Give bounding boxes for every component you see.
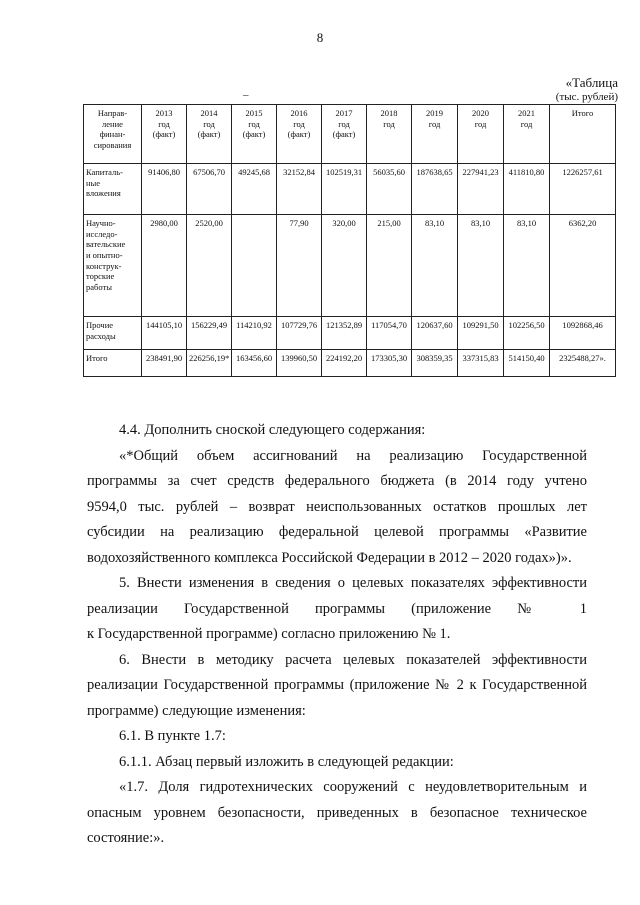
header-cell: Направ- ление финан- сирования — [84, 105, 142, 164]
table-cell: 227941,23 — [458, 164, 504, 215]
table-cell: 320,00 — [322, 215, 367, 317]
table-cell: 117054,70 — [367, 317, 412, 350]
table-cell: 91406,80 — [142, 164, 187, 215]
dash-mark: – — [243, 89, 249, 101]
text-line: программы за счет средств федерального бюджета (в 2014 году учтено — [87, 473, 587, 489]
table-cell: 6362,20 — [550, 215, 616, 317]
table-cell: 114210,92 — [232, 317, 277, 350]
header-cell: 2019 год — [412, 105, 458, 164]
table-cell: 514150,40 — [504, 350, 550, 377]
paragraph-1-7 — [87, 775, 587, 852]
table-cell: 121352,89 — [322, 317, 367, 350]
text-line: «1.7. Доля гидротехнических сооружений с неудовлетворительным и — [119, 779, 587, 795]
table-cell: 83,10 — [412, 215, 458, 317]
table-cell: 67506,70 — [187, 164, 232, 215]
table-cell: 2980,00 — [142, 215, 187, 317]
text-line: программе) следующие изменения: — [87, 702, 306, 719]
row-label: Прочие расходы — [84, 317, 142, 350]
text-line: водохозяйственного комплекса Российской Федерации в 2012 – 2020 годах»)». — [87, 549, 572, 566]
budget-table — [83, 104, 616, 377]
table-cell: 107729,76 — [277, 317, 322, 350]
table-cell: 83,10 — [458, 215, 504, 317]
header-cell: 2018 год — [367, 105, 412, 164]
table-cell: 139960,50 — [277, 350, 322, 377]
table-row — [84, 317, 616, 350]
header-cell: 2021 год — [504, 105, 550, 164]
table-cell: 83,10 — [504, 215, 550, 317]
table-cell: 215,00 — [367, 215, 412, 317]
text-line: «*Общий объем ассигнований на реализацию Государственной — [119, 447, 587, 464]
table-cell: 102256,50 — [504, 317, 550, 350]
row-label: Научно- исследо- вательские и опытно- конструк- торские работы — [84, 215, 142, 317]
paragraph-6-1: 6.1. В пункте 1.7: — [119, 728, 226, 744]
table-row — [84, 215, 616, 317]
header-cell: 2017 год (факт) — [322, 105, 367, 164]
table-cell: 411810,80 — [504, 164, 550, 215]
table-cell: 49245,68 — [232, 164, 277, 215]
paragraph-5 — [87, 571, 587, 648]
table-cell: 226256,19* — [187, 350, 232, 377]
paragraph-6 — [87, 648, 587, 725]
table-header-row — [84, 105, 616, 164]
table-cell: 238491,90 — [142, 350, 187, 377]
paragraph-6-1-1: 6.1.1. Абзац первый изложить в следующей редакции: — [119, 753, 454, 770]
paragraph-4-4: 4.4. Дополнить сноской следующего содержания: — [119, 422, 426, 438]
row-label: Итого — [84, 350, 142, 377]
table-cell: 1092868,46 — [550, 317, 616, 350]
table-cell: 56035,60 — [367, 164, 412, 215]
table-row — [84, 164, 616, 215]
table-cell: 187638,65 — [412, 164, 458, 215]
text-line: состояние:». — [87, 830, 165, 846]
header-cell: 2014 год (факт) — [187, 105, 232, 164]
table-cell: 32152,84 — [277, 164, 322, 215]
table-cell: 109291,50 — [458, 317, 504, 350]
header-cell: 2015 год (факт) — [232, 105, 277, 164]
table-cell: 2520,00 — [187, 215, 232, 317]
table-cell: 337315,83 — [458, 350, 504, 377]
header-cell: Итого — [550, 105, 616, 164]
table-cell: 308359,35 — [412, 350, 458, 377]
text-line: субсидии на реализацию федеральной целевой программы «Развитие — [87, 524, 587, 540]
table-cell: 102519,31 — [322, 164, 367, 215]
header-cell: 2020 год — [458, 105, 504, 164]
header-cell: 2016 год (факт) — [277, 105, 322, 164]
table-cell — [232, 215, 277, 317]
text-line: 9594,0 тыс. рублей – возврат неиспользованных остатков прошлых лет — [87, 498, 587, 515]
text-line: реализации Государственной программы (приложение № 1 — [87, 600, 587, 617]
table-cell: 163456,60 — [232, 350, 277, 377]
table-caption: «Таблица — [565, 75, 618, 90]
table-cell: 120637,60 — [412, 317, 458, 350]
document-body — [87, 418, 587, 852]
text-line: 6. Внести в методику расчета целевых показателей эффективности — [119, 651, 587, 668]
text-line: 5. Внести изменения в сведения о целевых показателях эффективности — [119, 575, 587, 591]
table-cell: 173305,30 — [367, 350, 412, 377]
table-cell: 2325488,27». — [550, 350, 616, 377]
table-units: (тыс. рублей) — [555, 91, 618, 103]
paragraph-footnote — [87, 444, 587, 572]
table-cell: 77,90 — [277, 215, 322, 317]
table-cell: 156229,49 — [187, 317, 232, 350]
text-line: к Государственной программе) согласно приложению № 1. — [87, 626, 451, 642]
table-cell: 224192,20 — [322, 350, 367, 377]
table-row-total — [84, 350, 616, 377]
header-cell: 2013 год (факт) — [142, 105, 187, 164]
text-line: реализации Государственной программы (приложение № 2 к Государственной — [87, 677, 587, 693]
table-cell: 144105,10 — [142, 317, 187, 350]
page-number: 8 — [316, 30, 324, 45]
table-cell: 1226257,61 — [550, 164, 616, 215]
row-label: Капиталь- ные вложения — [84, 164, 142, 215]
text-line: опасным уровнем безопасности, приведенных в безопасное техническое — [87, 804, 587, 821]
